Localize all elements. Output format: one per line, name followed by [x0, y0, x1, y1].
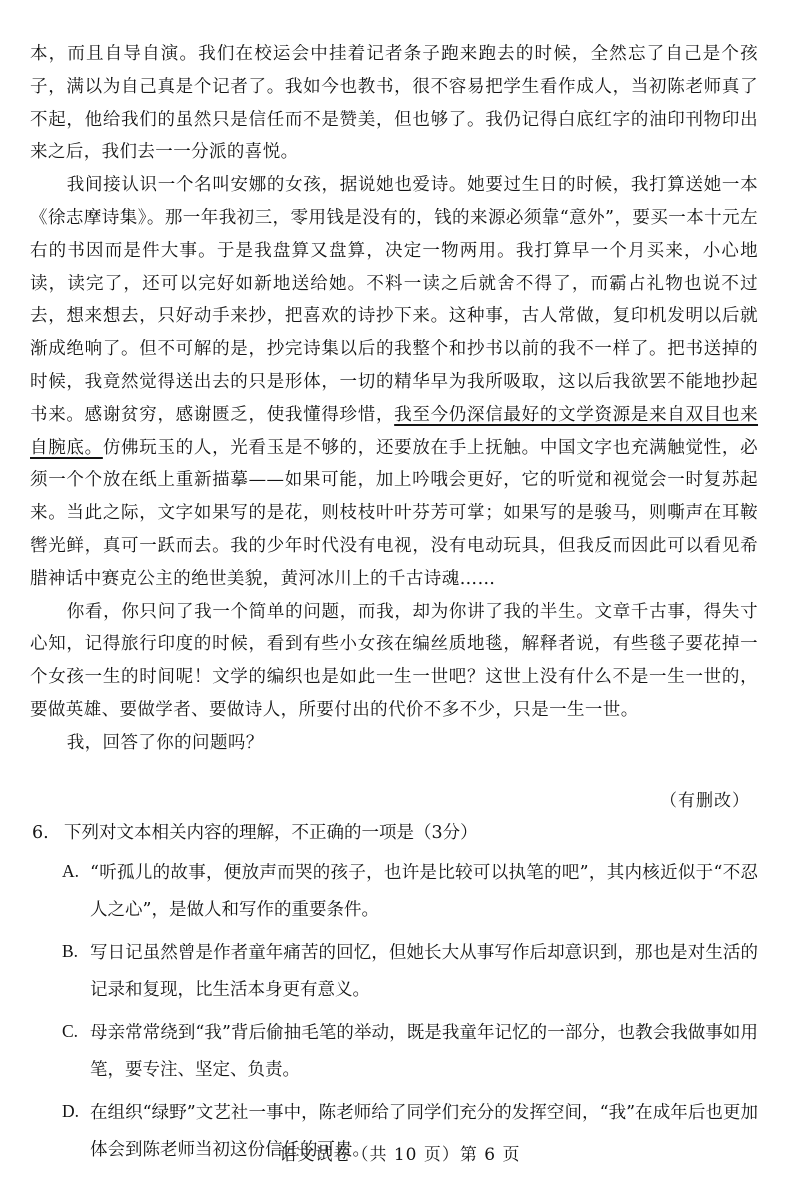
passage-paragraph: 你看，你只问了我一个简单的问题，而我，却为你讲了我的半生。文章千古事，得失寸心知，记得旅行印度的时候，看到有些小女孩在编丝质地毯，解释者说，有些毯子要花掉一个女孩一生的时间呢！文学的编织也是如此一生一世吧？这世上没有什么不是一生一世的，要做英雄、要做学者、要做诗人，所要付出的代价不多不少，只是一生一世。	[30, 601, 758, 720]
option-c	[30, 1015, 758, 1089]
question-header	[30, 817, 758, 849]
option-text: 母亲常常绕到“我”背后偷抽毛笔的举动，既是我童年记忆的一部分，也教会我做事如用笔，要专注、坚定、负责。	[90, 1022, 758, 1080]
answer-options	[30, 855, 758, 1169]
underlined-sentence: 我至今仍深信最好的文学资源是来自双目也来自腕底。	[30, 404, 759, 458]
source-note: （有删改）	[660, 790, 750, 811]
option-b	[30, 935, 758, 1009]
option-text: 写日记虽然曾是作者童年痛苦的回忆，但她长大从事写作后却意识到，那也是对生活的记录和复现，比生活本身更有意义。	[90, 942, 758, 1000]
reading-passage	[30, 38, 758, 811]
option-label: B.	[62, 940, 79, 961]
question-number: 6.	[32, 822, 49, 843]
option-label: D.	[62, 1100, 80, 1121]
option-text: 在组织“绿野”文艺社一事中，陈老师给了同学们充分的发挥空间，“我”在成年后也更加体会到陈老师当初这份信任的可贵。	[90, 1102, 758, 1160]
passage-paragraph: 我，回答了你的问题吗？	[66, 732, 264, 753]
option-text: “听孤儿的故事，便放声而哭的孩子，也许是比较可以执笔的吧”，其内核近似于“不忍人之心”，是做人和写作的重要条件。	[90, 862, 758, 920]
passage-text: 我间接认识一个名叫安娜的女孩，据说她也爱诗。她要过生日的时候，我打算送她一本《徐志摩诗集》。那一年我初三，零用钱是没有的，钱的来源必须靠“意外”，要买一本十元左右的书因而是件大事。于是我盘算又盘算，决定一物两用。我打算早一个月买来，小心地读，读完了，还可以完好如新地送给她。不料一读之后就舍不得了，而霸占礼物也说不过去，想来想去，只好动手来抄，把喜欢的诗抄下来。这种事，古人常做，复印机发明以后就渐成绝响了。但不可解的是，抄完诗集以后的我整个和抄书以前的我不一样了。把书送掉的时候，我竟然觉得送出去的只是形体，一切的精华早为我所吸取，这以后我欲罢不能地抄起书来。感谢贫穷，感谢匮乏，使我懂得珍惜，	[30, 175, 758, 425]
question-6	[30, 817, 758, 1169]
option-label: A.	[62, 860, 80, 881]
question-stem: 下列对文本相关内容的理解，不正确的一项是（3分）	[64, 822, 478, 843]
page-footer: 语文试卷（共 10 页）第 6 页	[279, 1145, 521, 1165]
option-a	[30, 855, 758, 929]
passage-text: 仿佛玩玉的人，光看玉是不够的，还要放在手上抚触。中国文字也充满触觉性，必须一个个放在纸上重新描摹——如果可能，加上吟哦会更好，它的听觉和视觉会一时复苏起来。当此之际，文字如果写的是花，则枝枝叶叶芬芳可掌；如果写的是骏马，则嘶声在耳鞍辔光鲜，真可一跃而去。我的少年时代没有电视，没有电动玩具，但我反而因此可以看见希腊神话中赛克公主的绝世美貌，黄河冰川上的千古诗魂……	[30, 437, 758, 589]
passage-paragraph	[30, 169, 758, 595]
option-label: C.	[62, 1020, 79, 1041]
passage-paragraph: 本，而且自导自演。我们在校运会中挂着记者条子跑来跑去的时候，全然忘了自己是个孩子，满以为自己真是个记者了。我如今也教书，很不容易把学生看作成人，当初陈老师真了不起，他给我们的虽然只是信任而不是赞美，但也够了。我仍记得白底红字的油印刊物印出来之后，我们去一一分派的喜悦。	[30, 44, 758, 163]
